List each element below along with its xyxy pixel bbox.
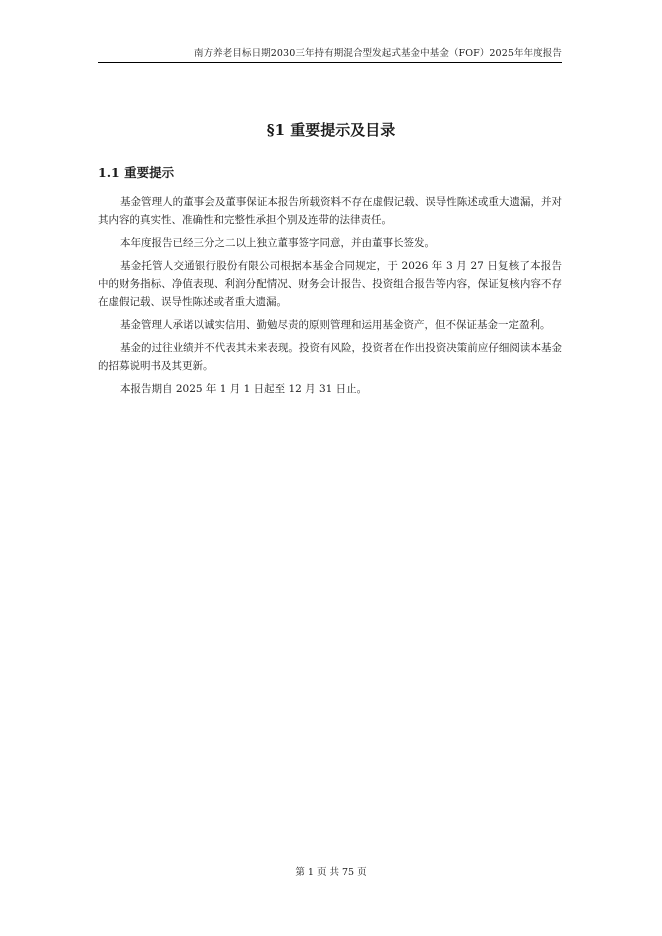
paragraph-manager-commitment: 基金管理人承诺以诚实信用、勤勉尽责的原则管理和运用基金资产，但不保证基金一定盈利。 (120, 319, 551, 331)
paragraph-approval: 本年度报告已经三分之二以上独立董事签字同意，并由董事长签发。 (120, 237, 435, 249)
subsection-title: 1.1 重要提示 (98, 165, 175, 180)
page-footer: 第 1 页 共 75 页 (295, 867, 367, 878)
paragraph-report-period: 本报告期自 2025 年 1 月 1 日起至 12 月 31 日止。 (120, 383, 368, 395)
paragraph-board-guarantee: 基金管理人的董事会及董事保证本报告所载资料不存在虚假记载、误导性陈述或重大遗漏，并对其内容的真实性、准确性和完整性承担个别及连带的法律责任。 (98, 196, 562, 226)
page-header-text: 南方养老目标日期2030三年持有期混合型发起式基金中基金（FOF）2025年年度报告 (193, 48, 562, 59)
paragraph-custodian-review: 基金托管人交通银行股份有限公司根据本基金合同规定，于 2026 年 3 月 27 日复核了本报告中的财务指标、净值表现、利润分配情况、财务会计报告、投资组合报告等内容，保证复核内容不存在虚假记载、误导性陈述或者重大遗漏。 (98, 260, 562, 308)
paragraph-risk-warning: 基金的过往业绩并不代表其未来表现。投资有风险，投资者在作出投资决策前应仔细阅读本基金的招募说明书及其更新。 (98, 342, 562, 372)
section-title: §1 重要提示及目录 (266, 121, 396, 139)
body-text (98, 193, 562, 403)
page-header (98, 48, 562, 63)
